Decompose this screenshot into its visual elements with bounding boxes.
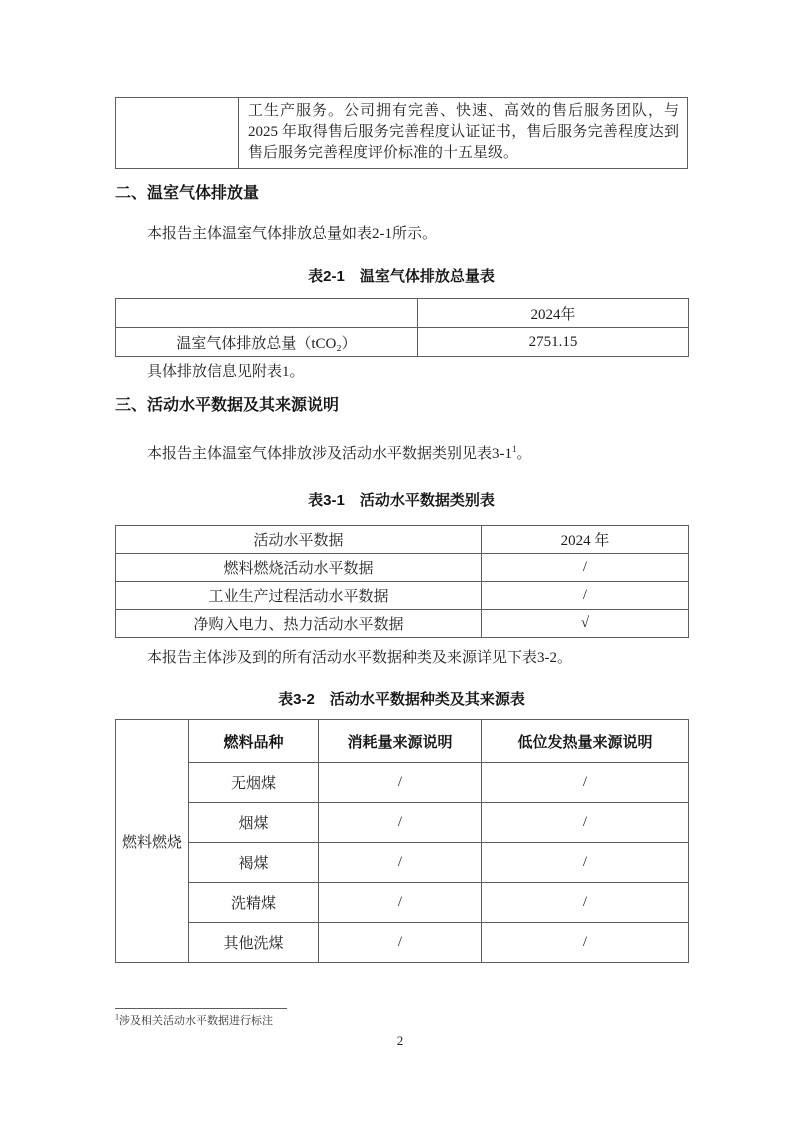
fuel-type-header-cell: 燃料品种 (189, 720, 319, 763)
header-empty-cell (116, 299, 418, 328)
section3-intro2-paragraph: 本报告主体涉及到的所有活动水平数据种类及来源详见下表3-2。 (147, 650, 572, 666)
table2-1 (115, 298, 689, 357)
table-row (116, 923, 689, 963)
activity-value-cell: / (482, 582, 689, 610)
heating-value-source-cell: / (482, 763, 689, 803)
page-content (115, 97, 688, 963)
table3-1-caption: 表3-1 活动水平数据类别表 (308, 492, 495, 509)
footnote-marker: 1 (115, 1012, 119, 1022)
activity-label-cell: 工业生产过程活动水平数据 (116, 582, 482, 610)
year-header-cell: 2024 年 (482, 526, 689, 554)
footnote-reference-marker: 1 (512, 444, 517, 454)
carryover-text-cell: 工生产服务。公司拥有完善、快速、高效的售后服务团队，与 2025 年取得售后服务完善程度认证证书，售后服务完善程度达到售后服务完善程度评价标准的十五星级。 (239, 98, 688, 169)
table-row (116, 299, 689, 328)
table-row (116, 582, 689, 610)
heating-value-source-cell: / (482, 883, 689, 923)
consumption-source-header-cell: 消耗量来源说明 (319, 720, 482, 763)
section2-intro-paragraph: 本报告主体温室气体排放总量如表2-1所示。 (147, 226, 437, 242)
heating-value-source-cell: / (482, 843, 689, 883)
table-row (116, 843, 689, 883)
activity-value-cell: / (482, 554, 689, 582)
footnote-text (115, 1014, 287, 1028)
table3-2-caption: 表3-2 活动水平数据种类及其来源表 (278, 691, 525, 708)
table-row (116, 803, 689, 843)
consumption-source-cell: / (319, 923, 482, 963)
heating-value-source-cell: / (482, 803, 689, 843)
table3-1 (115, 525, 689, 638)
section2-heading: 二、温室气体排放量 (115, 185, 260, 202)
fuel-type-cell: 洗精煤 (189, 883, 319, 923)
section3-heading: 三、活动水平数据及其来源说明 (115, 397, 340, 414)
table-row (116, 763, 689, 803)
consumption-source-cell: / (319, 803, 482, 843)
fuel-type-cell: 褐煤 (189, 843, 319, 883)
page-number: 2 (396, 1033, 404, 1048)
table-row (116, 98, 688, 169)
intro-text-end: 。 (516, 446, 532, 462)
fuel-type-cell: 无烟煤 (189, 763, 319, 803)
activity-label-cell: 燃料燃烧活动水平数据 (116, 554, 482, 582)
consumption-source-cell: / (319, 843, 482, 883)
table3-2 (115, 719, 689, 963)
intro-text: 本报告主体温室气体排放涉及活动水平数据类别见表3-1 (147, 446, 512, 462)
footnote-separator (115, 1008, 287, 1009)
fuel-type-cell: 烟煤 (189, 803, 319, 843)
heating-value-source-header-cell: 低位发热量来源说明 (482, 720, 689, 763)
carryover-table (115, 97, 688, 169)
activity-data-header-cell: 活动水平数据 (116, 526, 482, 554)
fuel-type-cell: 其他洗煤 (189, 923, 319, 963)
section3-intro-paragraph (115, 445, 688, 463)
total-emission-value-cell: 2751.15 (418, 328, 689, 357)
consumption-source-cell: / (319, 763, 482, 803)
heating-value-source-cell: / (482, 923, 689, 963)
carryover-empty-cell (116, 98, 239, 169)
table-row (116, 610, 689, 638)
table-row (116, 554, 689, 582)
section2-note-paragraph: 具体排放信息见附表1。 (147, 364, 305, 380)
consumption-source-cell: / (319, 883, 482, 923)
total-emission-label-cell: 温室气体排放总量（tCO₂） (116, 328, 418, 357)
table-row (116, 883, 689, 923)
fuel-combustion-group-cell: 燃料燃烧 (116, 720, 189, 963)
header-year-cell: 2024年 (418, 299, 689, 328)
table2-1-caption: 表2-1 温室气体排放总量表 (308, 268, 495, 285)
table-header-row (116, 526, 689, 554)
activity-label-cell: 净购入电力、热力活动水平数据 (116, 610, 482, 638)
activity-value-cell: √ (482, 610, 689, 638)
footnote-content: 涉及相关活动水平数据进行标注 (119, 1015, 273, 1027)
table-header-row (116, 720, 689, 763)
table-row (116, 328, 689, 357)
footnote-block (115, 1008, 287, 1028)
